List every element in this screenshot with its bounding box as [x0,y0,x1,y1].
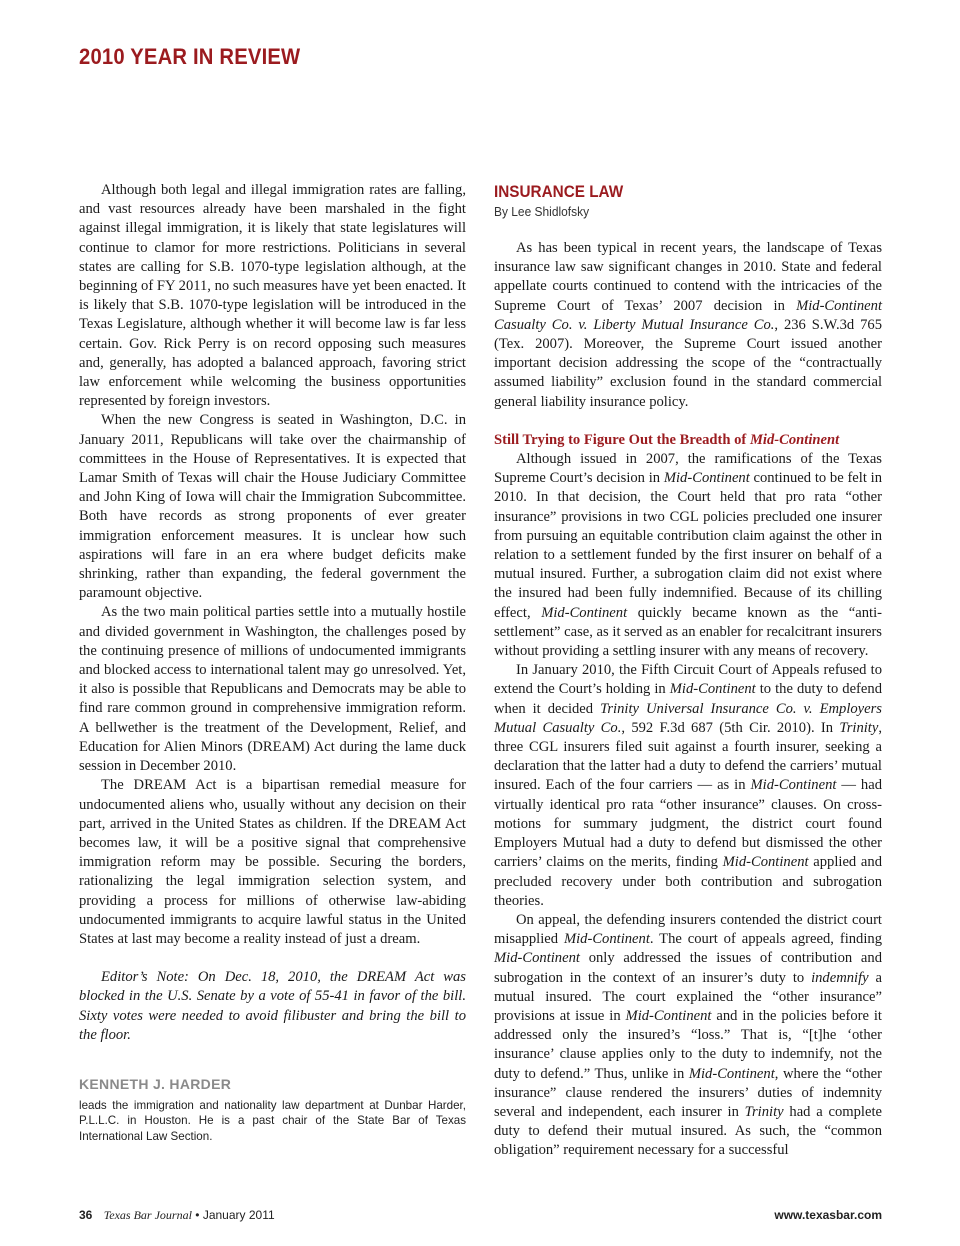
left-column [79,181,466,1144]
editors-note: Editor’s Note: On Dec. 18, 2010, the DREAM Act was blocked in the U.S. Senate by a vote of 55-41 in favor of the bill. Sixty votes were needed to avoid filibuster and bring the bill to the floor. [79,969,466,1043]
body-paragraph: As the two main political parties settle into a mutually hostile and divided government in Washington, the challenges posed by the continuing presence of millions of undocumented immigrants and blocked access to international talent may go unresolved. Yet, it also is possible that Republicans and Democrats may be able to find rare common ground in comprehensive immigration reform. A bellwether is the treatment of the Development, Relief, and Education for Alien Minors (DREAM) Act during the lame duck session in December 2010. [79,604,466,775]
right-column [494,181,882,1161]
body-paragraph: On appeal, the defending insurers contended the district court misapplied Mid-Continent. The court of appeals agreed, finding Mid-Continent only addressed the issues of contribution and subrogation in the context of an insurer’s duty to indemnify a mutual insured. The court explained the “other insurance” provisions at issue in Mid-Continent and in the policies before it addressed only the insured’s “loss.” That is, “[t]he ‘other insurance’ clause applies only to the duty to indemnify, not the duty to defend.” Thus, unlike in Mid-Continent, where the “other insurance” clause rendered the insurers’ duties of indemnity several and independent, each insurer in Trinity had a complete duty to defend their mutual insured. As such, the “common obligation” requirement necessary for a successful [494,911,882,1159]
author-name: KENNETH J. HARDER [79,1075,232,1092]
footer-citation [79,1208,275,1223]
article-title: INSURANCE LAW [494,182,624,201]
website-link[interactable]: www.texasbar.com [774,1208,882,1222]
section-header: 2010 YEAR IN REVIEW [79,44,301,69]
body-paragraph: In January 2010, the Fifth Circuit Court of Appeals refused to extend the Court’s holding in Mid-Continent to the duty to defend when it decided Trinity Universal Insurance Co. v. Employers Mutual Casualty Co., 592 F.3d 687 (5th Cir. 2010). In Trinity, three CGL insurers filed suit against a fourth insurer, seeking a declaration that the latter had a duty to defend the carriers’ mutual insured. Each of the four carriers — as in Mid-Continent — had virtually identical pro rata “other insurance” clauses. On cross-motions for summary judgment, the district court found Employers Mutual had a duty to defend but dismissed the other carriers’ claims on the merits, finding Mid-Continent applied and precluded recovery under both contribution and subrogation theories. [494,662,882,909]
author-bio: leads the immigration and nationality law department at Dunbar Harder, P.L.L.C. in Houston. He is a past chair of the State Bar of Texas International Law Section. [79,1099,466,1143]
issue-date: January 2011 [202,1208,275,1222]
body-paragraph: As has been typical in recent years, the landscape of Texas insurance law saw significant changes in 2010. State and federal appellate courts continued to contend with the intricacies of the Supreme Court of Texas’ 2007 decision in Mid-Continent Casualty Co. v. Liberty Mutual Insurance Co., 236 S.W.3d 765 (Tex. 2007). Moreover, the Supreme Court issued another important decision addressing the scope of the “contractually assumed liability” exclusion found in the standard commercial general liability insurance policy. [494,240,882,410]
article-subheading: Still Trying to Figure Out the Breadth of Mid-Continent [494,431,840,448]
article-byline: By Lee Shidlofsky [494,204,590,219]
body-paragraph: Although both legal and illegal immigration rates are falling, and vast resources already have been marshaled in the fight against illegal immigration, it is likely that state legislatures will continue to clamor for more restrictions. Politicians in several states are calling for S.B. 1070-type legislation although, at the beginning of FY 2011, no such measures have yet been enacted. It is likely that S.B. 1070-type legislation will be introduced in the Texas Legislature, although whether it will become law is far less certain. Gov. Rick Perry is on record opposing such measures and, generally, has adopted a balanced approach, favoring strict law enforcement while welcoming the business opportunities represented by foreign investors. [79,182,466,410]
body-paragraph: When the new Congress is seated in Washington, D.C. in January 2011, Republicans will take over the chairmanship of committees in the House of Representatives. It is expected that Lamar Smith of Texas will chair the House Judiciary Committee and John King of Iowa will chair the Immigration Subcommittee. Both have records as strong proponents of ever greater immigration enforcement measures. It is unclear how such aspirations will fare in an era where budget deficits make shrinking, rather than expanding, the federal government the paramount objective. [79,412,466,602]
publication-name: Texas Bar Journal [103,1208,192,1222]
case-citation: Mid-Continent Casualty Co. v. Liberty Mutual Insurance Co. [494,297,882,333]
body-paragraph: The DREAM Act is a bipartisan remedial measure for undocumented aliens who, usually without any decision on their part, arrived in the United States as children. If the DREAM Act becomes law, it will be a positive signal that comprehensive immigration reform may be possible. Securing the borders, rationalizing the legal immigration selection system, and providing a process for millions of otherwise law-abiding undocumented immigrants to acquire lawful status in the United States at last may become a reality instead of just a dream. [79,777,466,947]
body-paragraph: Although issued in 2007, the ramifications of the Texas Supreme Court’s decision in Mid-Continent continued to be felt in 2010. In that decision, the Court held that pro rata “other insurance” provisions in two CGL policies precluded one insurer from pursuing an equitable contribution claim against the other in relation to a settlement funded by the first insurer on behalf of a mutual insured. Further, a subrogation claim did not exist where the insured had been fully indemnified. Because of its chilling effect, Mid-Continent quickly became known as the “anti-settlement” case, as it served as an enabler for recalcitrant insurers without providing a settling insurer with any means of recovery. [494,451,883,660]
page-footer [79,1208,882,1223]
footer-separator: • [195,1208,200,1222]
page-number: 36 [79,1208,93,1222]
